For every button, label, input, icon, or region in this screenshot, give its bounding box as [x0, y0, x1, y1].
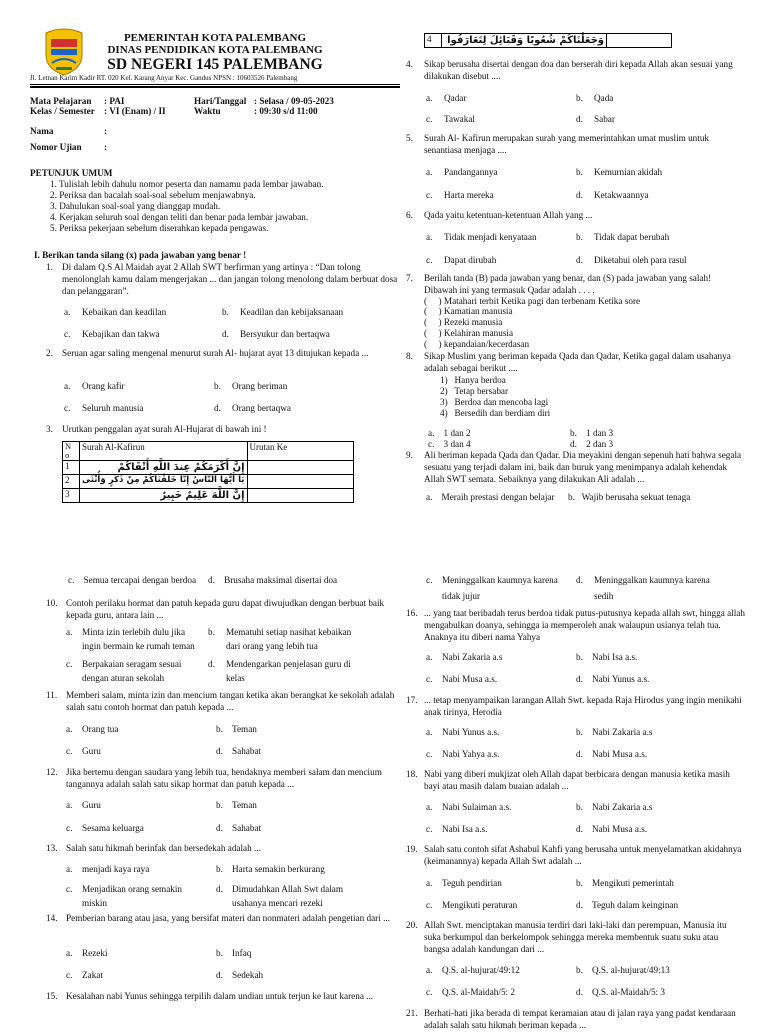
q17-option-b[interactable]: Nabi Zakaria a.s [592, 727, 653, 737]
question-13-text: Salah satu hikmah berinfak dan bersedekah adalah ... [66, 843, 261, 853]
question-2-text: Seruan agar saling mengenal menurut surah Al- hujarat ayat 13 ditujukan kepada ... [62, 348, 369, 358]
question-8-text: Sikap Muslim yang beriman kepada Qada dan Qadar, Ketika gagal dalam usahanya adalah sebagai berikut .... [424, 351, 731, 373]
question-number: 4. [406, 59, 413, 69]
option-label: c. [426, 749, 433, 759]
option-label: c. [426, 255, 433, 265]
q20-option-c[interactable]: Q.S. al-Maidah/5: 2 [442, 987, 515, 997]
option-label: d. [576, 575, 583, 585]
question-7-text: Berilah tanda (B) pada jawaban yang benar, dan (S) pada jawaban yang salah! Dibawah ini yang termasuk Qadar adalah . . . . [424, 273, 712, 295]
urutan-cell[interactable] [247, 460, 353, 474]
petunjuk-item: 1. Tulislah lebih dahulu nomor peserta dan namamu pada lembar jawaban. [50, 179, 324, 189]
header-divider [30, 84, 400, 85]
arabic-verse: وَجَعَلْنَاكُمْ شُعُوبًا وَقَبَائِلَ لِتَعَارَفُوا [442, 34, 607, 48]
q18-option-a[interactable]: Nabi Sulaiman a.s. [442, 802, 512, 812]
page1-left-column [30, 0, 400, 512]
option-label: b. [208, 627, 215, 637]
q2-option-d[interactable]: Orang bertaqwa [232, 403, 291, 413]
q12-option-a[interactable]: Guru [82, 800, 101, 810]
q8-option-a[interactable]: a. 1 dan 2 [428, 428, 471, 438]
petunjuk-item: 3. Dahulukan soal-soal yang dianggap mudah. [50, 201, 221, 211]
petunjuk-title: PETUNJUK UMUM [30, 168, 113, 178]
option-label: b. [216, 724, 223, 734]
nama-field[interactable]: : [104, 126, 108, 136]
option-label: d. [216, 970, 223, 980]
q8-option-d[interactable]: d. 2 dan 3 [570, 439, 614, 449]
option-label: d. [214, 403, 221, 413]
option-label: d. [576, 987, 583, 997]
q10-option-d-line1[interactable]: Mendengarkan penjelasan guru di [226, 659, 351, 669]
q2-option-c[interactable]: Seluruh manusia [82, 403, 144, 413]
arabic-verse: إِنَّ اللَّهَ عَلِيمٌ خَبِيرٌ [80, 488, 248, 502]
question-10-text: Contoh perilaku hormat dan patuh kepada guru dapat diwujudkan dengan berbuat baik kepada guru, antara lain ... [66, 598, 385, 620]
option-label: c. [426, 824, 433, 834]
waktu-value: : 09:30 s/d 11:00 [254, 106, 318, 116]
q8-statement: 3) Berdoa dan mencoba lagi [440, 397, 549, 407]
q8-statement: 2) Tetap bersabar [440, 386, 509, 396]
q19-option-a[interactable]: Teguh pendirian [442, 878, 502, 888]
question-number: 12. [46, 767, 58, 777]
question-number: 14. [46, 913, 58, 923]
urutan-cell[interactable] [247, 488, 353, 502]
option-label: d. [576, 824, 583, 834]
question-1-text: Di dalam Q.S Al Maidah ayat 2 Allah SWT berfirman yang artinya : “Dan tolong menolonglah kamu dalam mengerjakan ... dan jangan tolong menolong dalam berbuat dosa dan pelanggaran”. [62, 262, 398, 296]
question-number: 7. [406, 273, 413, 283]
question-number: 16. [406, 608, 418, 618]
option-label: a. [64, 307, 71, 317]
question-5-text: Surah Al- Kafirun merupakan surah yang memerintahkan umat muslim untuk senantiasa menjaga .... [424, 133, 710, 155]
q14-option-d[interactable]: Sedekah [232, 970, 264, 980]
q10-option-c-line1[interactable]: Berpakaian seragam sesuai [82, 659, 182, 669]
q18-option-b[interactable]: Nabi Zakaria a.s [592, 802, 653, 812]
option-label: b. [576, 878, 583, 888]
nama-label: Nama [30, 126, 54, 136]
header-divider-2 [30, 86, 400, 88]
urutan-cell[interactable] [247, 474, 353, 488]
q9-option-a[interactable]: a. Meraih prestasi dengan belajar [426, 492, 555, 502]
petunjuk-item: 4. Kerjakan seluruh soal dengan teliti dan benar pada lembar jawaban. [50, 212, 309, 222]
option-label: a. [64, 381, 71, 391]
q14-option-c[interactable]: Zakat [82, 970, 103, 980]
q16-option-b[interactable]: Nabi Isa a.s. [592, 652, 638, 662]
option-label: d. [222, 329, 229, 339]
hari-label: Hari/Tanggal [194, 96, 247, 106]
question-12-text: Jika bertemu dengan saudara yang lebih tua, hendaknya memberi salam dan mencium tangannya adalah salah satu sikap hormat dan patuh kepada ... [66, 767, 382, 789]
q7-statement[interactable]: ( ) Kelahiran manusia [424, 328, 514, 338]
option-label: a. [426, 802, 433, 812]
q4-option-c[interactable]: Tawakal [444, 114, 475, 124]
kelas-label: Kelas / Semester [30, 106, 95, 116]
question-9-text: Ali beriman kepada Qada dan Qadar. Dia meyakini dengan sepenuh hati bahwa segala sesuatu yang terjadi dalam ini, baik dan buruk yang menimpanya adalah kehendak Allah SWT semata. Sebaiknya yang dilakukan Ali adalah ... [424, 450, 742, 484]
q6-option-b[interactable]: Tidak dapat berubah [594, 232, 670, 242]
option-label: c. [64, 403, 71, 413]
q7-statement[interactable]: ( ) kepandaian/kecerdasan [424, 339, 530, 349]
question-number: 20. [406, 920, 418, 930]
option-label: c. [66, 970, 73, 980]
option-label: b. [576, 652, 583, 662]
option-label: d. [576, 114, 583, 124]
q12-option-c[interactable]: Sesama keluarga [82, 823, 144, 833]
row-number: 3 [63, 488, 80, 502]
q13-option-a[interactable]: menjadi kaya raya [82, 864, 150, 874]
option-label: c. [426, 900, 433, 910]
option-label: b. [222, 307, 229, 317]
ujian-label: Nomor Ujian [30, 142, 82, 152]
waktu-label: Waktu [194, 106, 221, 116]
table-header-no: N o [63, 442, 80, 461]
option-label: c. [66, 823, 73, 833]
q20-option-a[interactable]: Q.S. al-hujurat/49:12 [442, 965, 520, 975]
q17-option-c[interactable]: Nabi Yahya a.s. [442, 749, 500, 759]
option-label: d. [208, 659, 215, 669]
q8-statement: 1) Hanya berdoa [440, 375, 506, 385]
question-number: 9. [406, 450, 413, 460]
question-14-text: Pemberian barang atau jasa, yang bersifat materi dan nonmateri adalah pengetian dari ... [66, 913, 390, 923]
q13-option-d-line1[interactable]: Dimudahkan Allah Swt dalam [232, 884, 343, 894]
question-number: 11. [46, 690, 58, 700]
q20-option-b[interactable]: Q.S. al-hujurat/49:13 [592, 965, 670, 975]
table-header-urutan: Urutan Ke [247, 442, 353, 461]
petunjuk-item: 5. Periksa pekerjaan sebelum diserahkan kepada pengawas. [50, 223, 269, 233]
q4-option-d[interactable]: Sabar [594, 114, 615, 124]
table-row [63, 488, 354, 502]
option-label: c. [426, 987, 433, 997]
ayat-table [62, 441, 354, 503]
q11-option-d[interactable]: Sahabat [232, 746, 262, 756]
question-number: 6. [406, 210, 413, 220]
q10-option-b-line1[interactable]: Mematuhi setiap nasihat kebaikan [226, 627, 352, 637]
petunjuk-item: 2. Periksa dan bacalah soal-soal sebelum menjawabnya. [50, 190, 256, 200]
question-16-text: ... yang taat beribadah terus berdoa tidak putus-putusnya kepada allah swt, hingga allah mengabulkan doanya, sehingga ia memperoleh anak walaupun usianya telah tua. Anaknya itu diberi nama Yahya [424, 608, 745, 642]
q14-option-b[interactable]: Infaq [232, 948, 252, 958]
option-label: c. [66, 884, 73, 894]
q5-option-c[interactable]: Harta mereka [444, 190, 494, 200]
question-11-text: Memberi salam, minta izin dan mencium tangan ketika akan berangkat ke sekolah adalah salah satu contoh hormat dan patuh kepada ... [66, 690, 395, 712]
option-label: a. [66, 724, 73, 734]
q7-statement[interactable]: ( ) Kamatian manusia [424, 306, 513, 316]
urutan-cell[interactable] [607, 34, 672, 48]
question-number: 21. [406, 1008, 418, 1018]
page1-right-column [398, 0, 768, 512]
option-label: b. [576, 93, 583, 103]
exam-page-2 [0, 512, 768, 1030]
q13-option-c-line1[interactable]: Menjadikan orang semakin [82, 884, 183, 894]
q9-option-d[interactable]: d. Brusaha maksimal disertai doa [208, 575, 338, 585]
q5-option-d[interactable]: Ketakwaannya [594, 190, 649, 200]
q12-option-d[interactable]: Sahabat [232, 823, 262, 833]
question-17-text: ... tetap menyampaikan larangan Allah Swt. kepada Raja Hirodus yang ingin menikahi anak tirinya, Herodia [424, 695, 742, 717]
q8-option-b[interactable]: b. 1 dan 3 [570, 428, 614, 438]
q6-option-d[interactable]: Diketahui oleh para rasul [594, 255, 687, 265]
kelas-value: : VI (Enam) / II [104, 106, 166, 116]
row-number: 1 [63, 460, 80, 474]
option-label: a. [426, 878, 433, 888]
q2-option-a[interactable]: Orang kafir [82, 381, 125, 391]
q15-option-d-line2[interactable]: sedih [594, 591, 614, 601]
q11-option-c[interactable]: Guru [82, 746, 101, 756]
q11-option-b[interactable]: Teman [232, 724, 257, 734]
question-number: 2. [46, 348, 53, 358]
table-row [63, 460, 354, 474]
table-header-surah: Surah Al-Kafirun [80, 442, 248, 461]
question-number: 13. [46, 843, 58, 853]
q15-option-d-line1[interactable]: Meninggalkan kaumnya karena [594, 575, 710, 585]
q10-option-d-line2[interactable]: kelas [226, 673, 245, 683]
q8-option-c[interactable]: c. 3 dan 4 [428, 439, 471, 449]
option-label: d. [216, 884, 223, 894]
question-number: 18. [406, 769, 418, 779]
option-label: a. [66, 864, 73, 874]
question-6-text: Qada yaitu ketentuan-ketentuan Allah yang ... [424, 210, 593, 220]
q4-option-a[interactable]: Qadar [444, 93, 467, 103]
q1-option-a[interactable]: Kebaikan dan keadilan [82, 307, 167, 317]
q13-option-c-line2[interactable]: miskin [82, 898, 108, 908]
row-number: 4 [425, 34, 442, 48]
option-label: c. [64, 329, 71, 339]
q4-option-b[interactable]: Qada [594, 93, 614, 103]
q16-option-c[interactable]: Nabi Musa a.s. [442, 674, 498, 684]
q5-option-b[interactable]: Kemurnian akidah [594, 167, 663, 177]
q19-option-b[interactable]: Mengikuti pemerintah [592, 878, 674, 888]
q1-option-d[interactable]: Bersyukur dan bertaqwa [240, 329, 330, 339]
row-number: 2 [63, 474, 80, 488]
table-row [425, 34, 672, 48]
option-label: a. [426, 652, 433, 662]
option-label: d. [576, 674, 583, 684]
header-line-1: PEMERINTAH KOTA PALEMBANG [123, 32, 307, 44]
ayat-table-continued [424, 33, 672, 48]
question-3-text: Urutkan penggalan ayat surah Al-Hujarat di bawah ini ! [62, 424, 267, 434]
option-label: a. [66, 627, 73, 637]
q20-option-d[interactable]: Q.S. al-Maidah/5: 3 [592, 987, 665, 997]
q9-option-b[interactable]: b. Wajib berusaha sekuat tenaga [568, 492, 691, 502]
q10-option-b-line2[interactable]: dari orang yang lebih tua [226, 641, 318, 651]
q13-option-b[interactable]: Harta semakin berkurang [232, 864, 325, 874]
option-label: a. [426, 232, 433, 242]
q15-option-c-line1[interactable]: Meninggalkan kaumnya karena [442, 575, 558, 585]
header-line-2: DINAS PENDIDIKAN KOTA PALEMBANG [107, 44, 323, 56]
q8-statement: 4) Bersedih dan berdiam diri [440, 408, 551, 418]
q2-option-b[interactable]: Orang beriman [232, 381, 288, 391]
school-address: Jl. Letnan Karim Kadir RT. 020 Kel. Karang Anyar Kec. Gandus NPSN : 10603526 Palembang [30, 74, 298, 82]
q18-option-d[interactable]: Nabi Musa a.s. [592, 824, 648, 834]
q19-option-c[interactable]: Mengikuti peraturan [442, 900, 518, 910]
question-21-text: Berhati-hati jika berada di tempat keramaian atau di jalan raya yang padat kendaraan adalah salah satu hikmah beriman kepada ... [424, 1008, 736, 1030]
option-label: d. [216, 823, 223, 833]
section-1-heading: I. Berikan tanda silang (x) pada jawaban yang benar ! [34, 250, 247, 260]
question-number: 8. [406, 351, 413, 361]
q1-option-c[interactable]: Kebajikan dan takwa [82, 329, 160, 339]
q10-option-a-line2[interactable]: ingin bermain ke rumah teman [82, 641, 195, 651]
question-number: 1. [46, 262, 53, 272]
option-label: a. [66, 948, 73, 958]
question-18-text: Nabi yang diberi mukjizat oleh Allah dapat berbicara dengan manusia ketika masih bayi atau masih dalam buaian adalah ... [424, 769, 730, 791]
page2-left-column [30, 512, 400, 1024]
option-label: c. [426, 575, 433, 585]
arabic-verse: يَا أَيُّهَا النَّاسُ إِنَّا خَلَقْنَاكُمْ مِنْ ذَكَرٍ وَأُنْثَى [80, 474, 248, 488]
q12-option-b[interactable]: Teman [232, 800, 257, 810]
arabic-verse: إِنَّ أَكْرَمَكُمْ عِندَ اللَّهِ أَتْقَاكُمْ [80, 460, 248, 474]
mapel-value: : PAI [104, 96, 125, 106]
q6-option-c[interactable]: Dapat dirubah [444, 255, 497, 265]
option-label: d. [576, 255, 583, 265]
q7-statement[interactable]: ( ) Rezeki manusia [424, 317, 503, 327]
option-label: b. [216, 864, 223, 874]
q11-option-a[interactable]: Orang tua [82, 724, 119, 734]
q13-option-d-line2[interactable]: usahanya mencari rezeki [232, 898, 323, 908]
option-label: c. [426, 114, 433, 124]
question-number: 19. [406, 844, 418, 854]
option-label: c. [66, 746, 73, 756]
page2-right-column [398, 512, 768, 1030]
option-label: a. [426, 727, 433, 737]
q17-option-d[interactable]: Nabi Musa a.s. [592, 749, 648, 759]
q18-option-c[interactable]: Nabi Isa a.s. [442, 824, 488, 834]
option-label: a. [426, 93, 433, 103]
option-label: d. [576, 749, 583, 759]
table-row [63, 474, 354, 488]
option-label: a. [426, 965, 433, 975]
question-4-text: Sikap berusaha disertai dengan doa dan berserah diri kepada Allah akan sesuai yang dilakukan disebut .... [424, 59, 733, 81]
option-label: d. [576, 190, 583, 200]
q7-statement[interactable]: ( ) Matahari terbit Ketika pagi dan terbenam Ketika sore [424, 296, 641, 306]
q19-option-d[interactable]: Teguh dalam keinginan [592, 900, 679, 910]
exam-page-1 [0, 0, 768, 512]
q17-option-a[interactable]: Nabi Yunus a.s. [442, 727, 500, 737]
option-label: a. [426, 167, 433, 177]
option-label: b. [576, 727, 583, 737]
option-label: b. [576, 232, 583, 242]
option-label: b. [216, 948, 223, 958]
option-label: c. [426, 674, 433, 684]
option-label: b. [216, 800, 223, 810]
q16-option-a[interactable]: Nabi Zakaria a.s [442, 652, 503, 662]
option-label: c. [66, 659, 73, 669]
option-label: b. [576, 167, 583, 177]
question-number: 3. [46, 424, 53, 434]
q9-option-c[interactable]: c. Semua tercapai dengan berdoa [68, 575, 197, 585]
option-label: d. [576, 900, 583, 910]
q10-option-a-line1[interactable]: Minta izin terlebih dulu jika [82, 627, 186, 637]
question-19-text: Salah satu contoh sifat Ashabul Kahfi yang berusaha untuk menyelamatkan akidahnya (keimanannya) kepada Allah Swt adalah ... [424, 844, 742, 866]
q5-option-a[interactable]: Pandangannya [444, 167, 498, 177]
q16-option-d[interactable]: Nabi Yunus a.s. [592, 674, 650, 684]
option-label: a. [66, 800, 73, 810]
question-number: 15. [46, 991, 58, 1001]
question-number: 5. [406, 133, 413, 143]
question-number: 10. [46, 598, 58, 608]
q15-option-c-line2[interactable]: tidak jujur [442, 591, 481, 601]
question-number: 17. [406, 695, 418, 705]
ujian-field[interactable]: : [104, 142, 108, 152]
q6-option-a[interactable]: Tidak menjadi kenyataan [444, 232, 537, 242]
q14-option-a[interactable]: Rezeki [82, 948, 108, 958]
mapel-label: Mata Pelajaran [30, 96, 92, 106]
option-label: c. [426, 190, 433, 200]
school-name: SD NEGERI 145 PALEMBANG [107, 56, 323, 73]
option-label: b. [576, 802, 583, 812]
q10-option-c-line2[interactable]: dengan aturan sekolah [82, 673, 165, 683]
option-label: d. [216, 746, 223, 756]
option-label: b. [214, 381, 221, 391]
question-20-text: Allah Swt. menciptakan manusia terdiri dari laki-laki dan perempuan, Manusia itu suka berkumpul dan berkelompok sehingga mereka membentuk suatu suku atau bangsa adalah kandungan dari ... [424, 920, 727, 954]
question-15-text: Kesalahan nabi Yunus sehingga terpilih dalam undian untuk terjun ke laut karena ... [66, 991, 374, 1001]
hari-value: : Selasa / 09-05-2023 [254, 96, 334, 106]
option-label: b. [576, 965, 583, 975]
q1-option-b[interactable]: Keadilan dan kebijaksanaan [240, 307, 344, 317]
